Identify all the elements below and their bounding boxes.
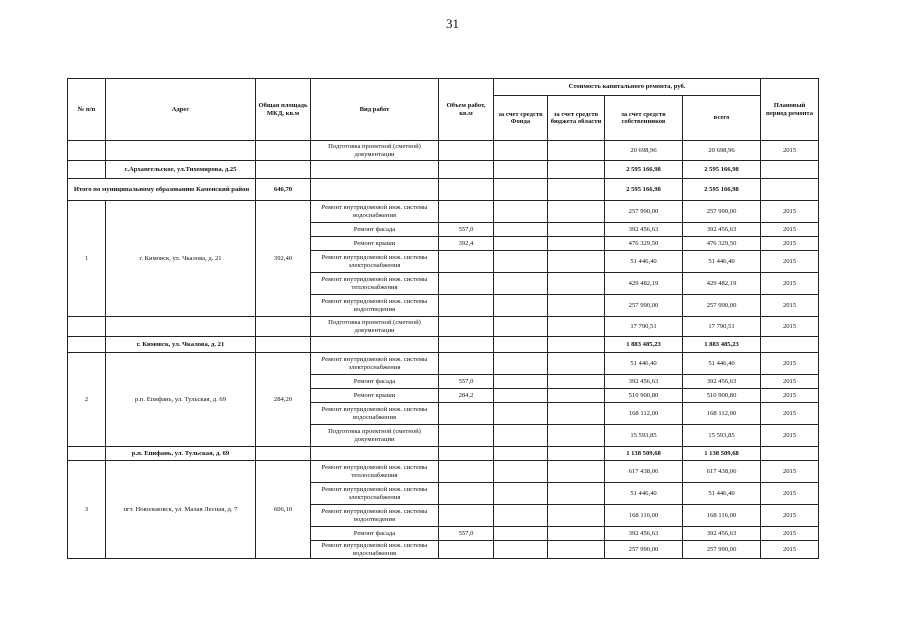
cell-budget (548, 251, 605, 273)
cell-work-type: Подготовка проектной (сметной) документации (311, 141, 439, 161)
table-row (68, 317, 819, 337)
cell-budget (548, 141, 605, 161)
cell-fund (494, 251, 548, 273)
cell-owners: 2 595 166,98 (605, 179, 683, 201)
cell-owners: 20 698,96 (605, 141, 683, 161)
cell-volume (439, 505, 494, 527)
header-work-type: Вид работ (311, 79, 439, 141)
cell-fund (494, 161, 548, 179)
cell-period: 2015 (761, 317, 819, 337)
table-header (68, 79, 819, 141)
table-row (68, 337, 819, 353)
cell-owners: 257 990,00 (605, 541, 683, 559)
cell-owners: 17 790,51 (605, 317, 683, 337)
cell-period (761, 447, 819, 461)
cell-volume (439, 461, 494, 483)
header-budget: за счет средств бюджета области (548, 96, 605, 141)
cell-work-type: Ремонт внутридомовой инж. системы электроснабжения (311, 483, 439, 505)
cell-total: 257 990,00 (683, 201, 761, 223)
cell-owners: 476 329,50 (605, 237, 683, 251)
cell-fund (494, 505, 548, 527)
cell-volume (439, 403, 494, 425)
cell-budget (548, 541, 605, 559)
cell-work-type: Ремонт внутридомовой инж. системы водоотведения (311, 505, 439, 527)
cell-area: 284,20 (256, 353, 311, 447)
cell-total: 392 456,63 (683, 527, 761, 541)
cell-period: 2015 (761, 141, 819, 161)
cell-subtotal-label: с.Архангельское, ул.Тихомирова, д.25 (106, 161, 256, 179)
cell-subtotal-label: р.п. Епифань, ул. Тульская, д. 69 (106, 447, 256, 461)
table-row (68, 447, 819, 461)
cell-total: 510 900,80 (683, 389, 761, 403)
cell-owners: 51 446,40 (605, 353, 683, 375)
cell-volume (439, 141, 494, 161)
header-period: Плановый период ремонта (761, 79, 819, 141)
cell-period: 2015 (761, 425, 819, 447)
cell-period: 2015 (761, 403, 819, 425)
header-total: всего (683, 96, 761, 141)
cell-work-type: Ремонт фасада (311, 223, 439, 237)
cell-owners: 257 990,00 (605, 295, 683, 317)
cell-budget (548, 223, 605, 237)
cell-budget (548, 295, 605, 317)
cell-owners: 168 112,00 (605, 403, 683, 425)
table-body (68, 141, 819, 559)
cell-work-type: Ремонт внутридомовой инж. системы водоснабжения (311, 541, 439, 559)
cell-fund (494, 337, 548, 353)
cell-work-type (311, 179, 439, 201)
cell-volume: 284,2 (439, 389, 494, 403)
cell-owners: 168 116,00 (605, 505, 683, 527)
header-cost-group: Стоимость капитального ремонта, руб. (494, 79, 761, 96)
cell-subtotal-label: г. Кимовск, ул. Чкалова, д. 21 (106, 337, 256, 353)
table-row (68, 461, 819, 483)
cell-num: 1 (68, 201, 106, 317)
cell-work-type: Ремонт фасада (311, 375, 439, 389)
cell-owners: 257 990,00 (605, 201, 683, 223)
cell-num: 2 (68, 353, 106, 447)
cell-work-type: Ремонт внутридомовой инж. системы электроснабжения (311, 251, 439, 273)
cell-total: 51 446,40 (683, 353, 761, 375)
cell-address: г. Кимовск, ул. Чкалова, д. 21 (106, 201, 256, 317)
cell-period: 2015 (761, 273, 819, 295)
cell-total: 17 790,51 (683, 317, 761, 337)
cell-budget (548, 389, 605, 403)
cell-period: 2015 (761, 541, 819, 559)
cell-budget (548, 403, 605, 425)
cell-num (68, 317, 106, 337)
cell-owners: 392 456,63 (605, 527, 683, 541)
cell-budget (548, 447, 605, 461)
cell-num: 3 (68, 461, 106, 559)
cell-fund (494, 389, 548, 403)
cell-num (68, 161, 106, 179)
cell-volume (439, 295, 494, 317)
cell-area (256, 161, 311, 179)
cell-period: 2015 (761, 237, 819, 251)
cell-volume: 557,0 (439, 375, 494, 389)
header-area: Общая площадь МКД, кв.м (256, 79, 311, 141)
cell-fund (494, 375, 548, 389)
cell-volume: 557,0 (439, 223, 494, 237)
header-volume: Объем работ, кв.м (439, 79, 494, 141)
cell-fund (494, 425, 548, 447)
cell-work-type: Ремонт внутридомовой инж. системы электроснабжения (311, 353, 439, 375)
cell-budget (548, 179, 605, 201)
cell-budget (548, 161, 605, 179)
cell-area (256, 447, 311, 461)
cell-budget (548, 505, 605, 527)
cell-work-type: Подготовка проектной (сметной) документации (311, 425, 439, 447)
cell-fund (494, 273, 548, 295)
cell-period: 2015 (761, 353, 819, 375)
cell-budget (548, 425, 605, 447)
cell-total: 51 446,40 (683, 483, 761, 505)
capital-repair-table-wrapper (67, 78, 818, 559)
cell-volume: 392,4 (439, 237, 494, 251)
cell-budget (548, 461, 605, 483)
cell-owners: 392 456,63 (605, 223, 683, 237)
cell-fund (494, 483, 548, 505)
cell-period: 2015 (761, 389, 819, 403)
cell-volume (439, 161, 494, 179)
table-row (68, 161, 819, 179)
cell-work-type: Ремонт крыши (311, 237, 439, 251)
cell-total: 429 482,19 (683, 273, 761, 295)
cell-total: 2 595 166,98 (683, 179, 761, 201)
cell-total: 257 990,00 (683, 295, 761, 317)
cell-num (68, 337, 106, 353)
header-num: № п/п (68, 79, 106, 141)
cell-period: 2015 (761, 505, 819, 527)
cell-total: 617 438,06 (683, 461, 761, 483)
cell-period: 2015 (761, 483, 819, 505)
cell-fund (494, 201, 548, 223)
cell-fund (494, 353, 548, 375)
cell-fund (494, 447, 548, 461)
cell-owners: 1 138 509,68 (605, 447, 683, 461)
cell-work-type: Ремонт внутридомовой инж. системы водоснабжения (311, 403, 439, 425)
cell-fund (494, 317, 548, 337)
cell-volume: 557,0 (439, 527, 494, 541)
cell-num (68, 141, 106, 161)
page-number: 31 (446, 16, 459, 31)
cell-budget (548, 353, 605, 375)
cell-area (256, 141, 311, 161)
cell-owners: 429 482,19 (605, 273, 683, 295)
cell-period: 2015 (761, 295, 819, 317)
cell-total: 168 112,00 (683, 403, 761, 425)
cell-work-type (311, 337, 439, 353)
cell-owners: 510 900,80 (605, 389, 683, 403)
cell-work-type: Подготовка проектной (сметной) документации (311, 317, 439, 337)
cell-volume (439, 337, 494, 353)
cell-address (106, 317, 256, 337)
cell-area: 392,40 (256, 201, 311, 317)
cell-total: 392 456,63 (683, 223, 761, 237)
cell-volume (439, 541, 494, 559)
cell-total: 1 883 485,23 (683, 337, 761, 353)
cell-owners: 15 593,85 (605, 425, 683, 447)
cell-fund (494, 541, 548, 559)
cell-owners: 392 456,63 (605, 375, 683, 389)
cell-volume (439, 179, 494, 201)
cell-budget (548, 317, 605, 337)
cell-area (256, 337, 311, 353)
cell-volume (439, 447, 494, 461)
cell-period: 2015 (761, 527, 819, 541)
cell-fund (494, 403, 548, 425)
cell-work-type: Ремонт фасада (311, 527, 439, 541)
cell-fund (494, 295, 548, 317)
cell-budget (548, 527, 605, 541)
cell-fund (494, 461, 548, 483)
cell-period: 2015 (761, 201, 819, 223)
cell-total: 1 138 509,68 (683, 447, 761, 461)
cell-area: 606,10 (256, 461, 311, 559)
cell-owners: 51 446,40 (605, 251, 683, 273)
header-owners: за счет средств собственников (605, 96, 683, 141)
cell-fund (494, 527, 548, 541)
cell-total: 15 593,85 (683, 425, 761, 447)
cell-period: 2015 (761, 375, 819, 389)
cell-volume (439, 353, 494, 375)
table-row (68, 179, 819, 201)
header-address: Адрес (106, 79, 256, 141)
cell-work-type: Ремонт внутридомовой инж. системы водоснабжения (311, 201, 439, 223)
cell-volume (439, 273, 494, 295)
cell-area (256, 317, 311, 337)
cell-period: 2015 (761, 461, 819, 483)
cell-volume (439, 317, 494, 337)
cell-fund (494, 237, 548, 251)
cell-period (761, 179, 819, 201)
cell-owners: 2 595 166,98 (605, 161, 683, 179)
cell-budget (548, 201, 605, 223)
cell-budget (548, 237, 605, 251)
cell-num (68, 447, 106, 461)
cell-work-type (311, 161, 439, 179)
cell-budget (548, 483, 605, 505)
cell-period (761, 337, 819, 353)
table-row (68, 201, 819, 223)
cell-address: пгт. Новольвовск, ул. Малая Лесная, д. 7 (106, 461, 256, 559)
cell-total: 392 456,63 (683, 375, 761, 389)
cell-total: 257 990,00 (683, 541, 761, 559)
cell-fund (494, 179, 548, 201)
cell-total: 476 329,50 (683, 237, 761, 251)
cell-owners: 617 438,06 (605, 461, 683, 483)
capital-repair-table (67, 78, 819, 559)
header-fund: за счет средств Фонда (494, 96, 548, 141)
table-row (68, 353, 819, 375)
cell-volume (439, 201, 494, 223)
cell-total: 2 595 166,98 (683, 161, 761, 179)
cell-work-type: Ремонт внутридомовой инж. системы теплоснабжения (311, 273, 439, 295)
cell-budget (548, 375, 605, 389)
cell-grand-total-label: Итого по муниципальному образованию Каменский район (68, 179, 256, 201)
cell-owners: 51 446,40 (605, 483, 683, 505)
cell-volume (439, 251, 494, 273)
cell-period: 2015 (761, 223, 819, 237)
cell-work-type: Ремонт внутридомовой инж. системы водоотведения (311, 295, 439, 317)
cell-total: 168 116,00 (683, 505, 761, 527)
cell-budget (548, 273, 605, 295)
table-row (68, 141, 819, 161)
cell-address (106, 141, 256, 161)
cell-address: р.п. Епифань, ул. Тульская, д. 69 (106, 353, 256, 447)
cell-volume (439, 483, 494, 505)
cell-fund (494, 223, 548, 237)
cell-owners: 1 883 485,23 (605, 337, 683, 353)
cell-period: 2015 (761, 251, 819, 273)
cell-fund (494, 141, 548, 161)
cell-area: 646,70 (256, 179, 311, 201)
cell-total: 20 698,96 (683, 141, 761, 161)
cell-period (761, 161, 819, 179)
cell-total: 51 446,40 (683, 251, 761, 273)
cell-work-type: Ремонт внутридомовой инж. системы теплоснабжения (311, 461, 439, 483)
cell-work-type: Ремонт крыши (311, 389, 439, 403)
cell-budget (548, 337, 605, 353)
cell-volume (439, 425, 494, 447)
cell-work-type (311, 447, 439, 461)
